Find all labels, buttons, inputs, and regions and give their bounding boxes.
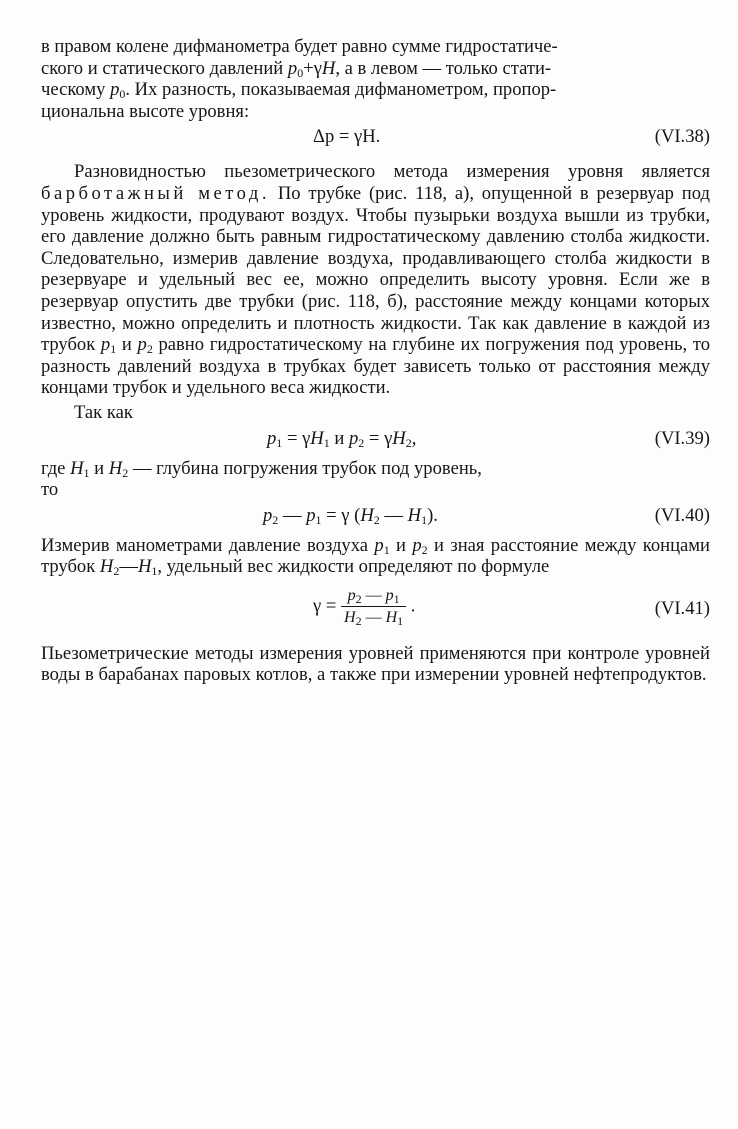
equation-formula: $p_2$ — $p_1 = \gamma$ ($H_2$ — $H_1$). <box>263 504 438 527</box>
equation-vi-38 <box>41 126 710 150</box>
page-text <box>41 36 710 686</box>
paragraph-since: Так как <box>74 401 133 423</box>
paragraph-continuation: в правом колене дифманометра будет равно сумме гидростатиче- ского и статического давлений $p_0+\gamma H$, а в левом — только стати- ческому $p_0$. Их разность, показываемая дифманометром, пропор- циональна высоте уровня: <box>41 36 558 122</box>
equation-number: (VI.41) <box>654 597 710 619</box>
equation-number: (VI.40) <box>654 504 710 526</box>
equation-number: (VI.39) <box>654 427 710 449</box>
equation-formula: Δp = γH. <box>313 126 381 148</box>
equation-vi-40 <box>41 505 710 529</box>
paragraph-bubbling-method: Разновидностью пьезометрического метода измерения уровня является барботажный метод. По трубке (рис. 118, а), опущенной в резервуар под уровень жидкости, продувают воздух. Чтобы пузырьки воздуха вышли из трубки, его давление должно быть равным гидростатическому давлению столба жидкости. Следовательно, измерив давление воздуха, продавливающего столба жидкости в резервуаре и удельный вес ее, можно определить высоту уровня. Если же в резервуар опустить две трубки (рис. 118, б), расстояние между концами которых известно, можно определить и плотность жидкости. Так как давление в каждой из трубок $p_1$ и $p_2$ равно гидростатическому на глубине их погружения под уровень, то разность давлений воздуха в трубках будет зависеть только от расстояния между концами трубок и удельного веса жидкости. <box>41 161 710 399</box>
emphasized-term: барботажный метод. <box>41 182 270 204</box>
paragraph-measuring: Измерив манометрами давление воздуха $p_1$ и $p_2$ и зная расстояние между концами трубок $H_2—H_1$, удельный вес жидкости определяют по формуле <box>41 534 711 579</box>
equation-vi-39 <box>41 428 710 452</box>
equation-number: (VI.38) <box>654 126 710 148</box>
equation-formula: γ = $\frac{p_2 — p_1}{H_2 — H_1}$ . <box>313 586 416 628</box>
equation-vi-41 <box>41 586 710 632</box>
paragraph-conclusion: Пьезометрические методы измерения уровней применяются при контроле уровней воды в барабанах паровых котлов, а также при измерении уровней нефтепродуктов. <box>41 642 710 686</box>
paragraph-then: то <box>41 479 59 501</box>
fraction: $\frac{p_2 — p_1}{H_2 — H_1}$ <box>341 586 406 627</box>
paragraph-where: где $H_1$ и $H_2$ — глубина погружения трубок под уровень, <box>41 457 482 480</box>
equation-formula: $p_1 = \gamma H_1$ и $p_2 = \gamma H_2$, <box>267 427 417 450</box>
